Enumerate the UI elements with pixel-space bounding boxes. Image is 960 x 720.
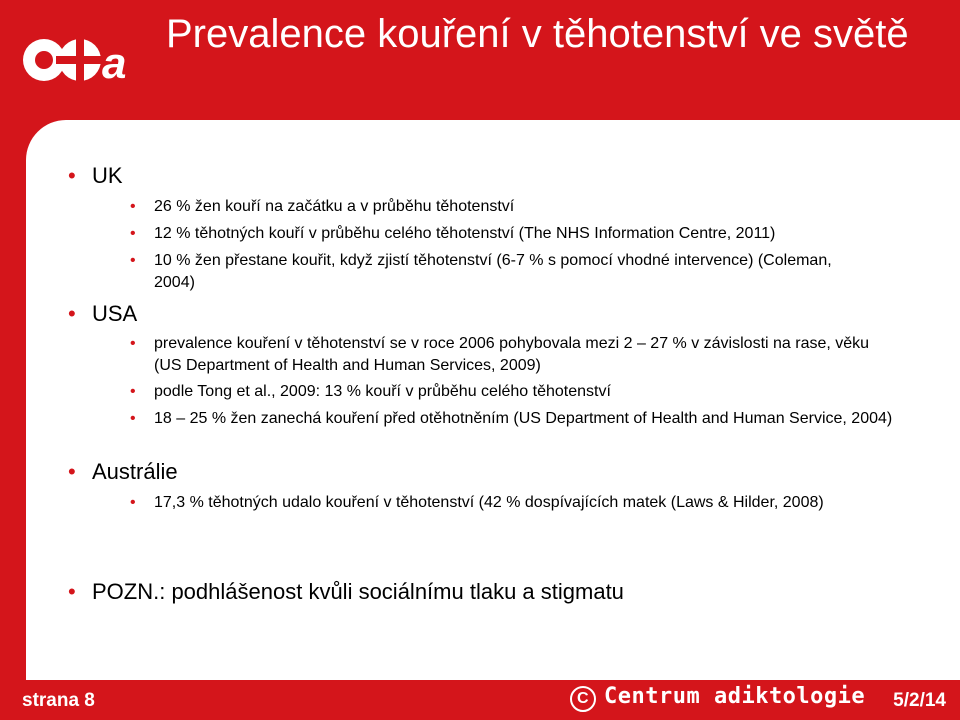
note: • POZN.: podhlášenost kvůli sociálnímu tlaku a stigmatu (68, 579, 624, 604)
bullet-icon: • (130, 383, 136, 400)
centrum-adiktologie-logo (22, 34, 134, 86)
bullet-icon: • (130, 225, 136, 242)
list-item: • 17,3 % těhotných udalo kouření v těhotenství (42 % dospívajících matek (Laws & Hilder, 2008) (154, 492, 894, 514)
bullet-icon: • (68, 459, 76, 484)
bullet-icon: • (68, 301, 76, 326)
bullet-icon: • (130, 335, 136, 352)
page-title: Prevalence kouření v těhotenství ve světě (166, 12, 909, 56)
list-item: • 18 – 25 % žen zanechá kouření před otěhotněním (US Department of Health and Human Service, 2004) (154, 408, 894, 430)
bullet-icon: • (130, 198, 136, 215)
section-usa: • USA (68, 301, 138, 326)
list-item: • prevalence kouření v těhotenství se v roce 2006 pohybovala mezi 2 – 27 % v závislosti na rase, věku (US Department of Health and Human Services, 2009) (130, 335, 870, 374)
bullet-icon: • (130, 252, 136, 269)
footer-date: 5/2/14 (893, 690, 946, 711)
section-australie: • Austrálie (68, 459, 178, 484)
page-number: strana 8 (22, 690, 95, 711)
bullet-icon: • (130, 410, 136, 427)
list-item: • podle Tong et al., 2009: 13 % kouří v průběhu celého těhotenství (154, 381, 894, 403)
organization-name: Centrum adiktologie (604, 684, 866, 709)
list-item: • 10 % žen přestane kouřit, když zjistí těhotenství (6-7 % s pomocí vhodné intervence) (Coleman, 2004) (130, 252, 832, 291)
list-item: • 26 % žen kouří na začátku a v průběhu těhotenství (154, 196, 894, 218)
svg-text:a: a (102, 39, 127, 86)
bullet-icon: • (130, 494, 136, 511)
section-uk: • UK (68, 163, 123, 188)
bullet-icon: • (68, 579, 76, 604)
list-item: • 12 % těhotných kouří v průběhu celého těhotenství (The NHS Information Centre, 2011) (154, 223, 894, 245)
bullet-icon: • (68, 163, 76, 188)
footer-organization (570, 684, 865, 712)
copyright-icon: C (570, 686, 596, 712)
